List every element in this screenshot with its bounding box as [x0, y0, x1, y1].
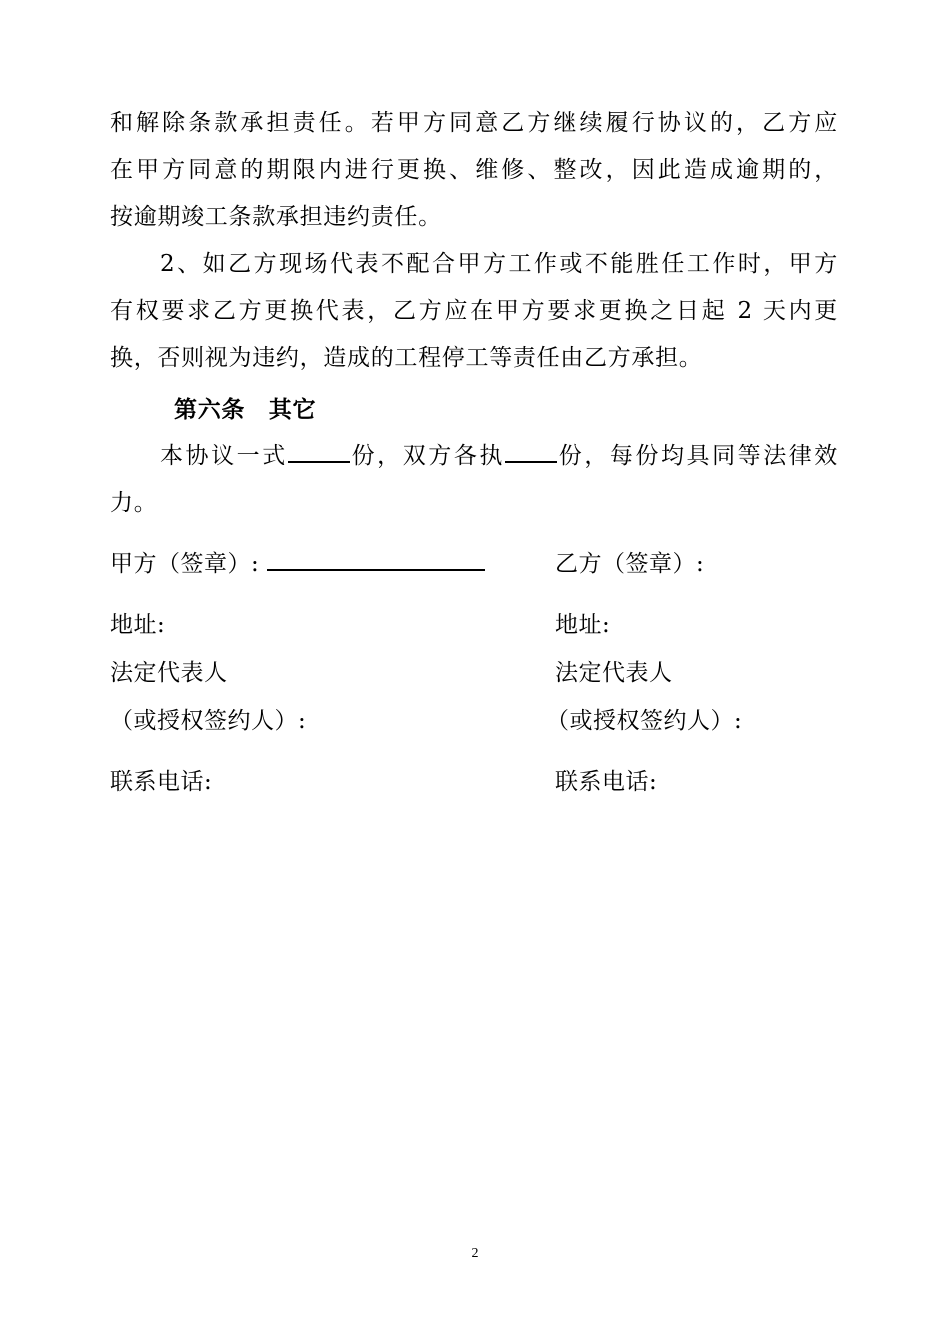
copies-text: 份，双方各执 [349, 443, 505, 469]
document-body [110, 100, 838, 527]
paragraph-line: 换，否则视为违约，造成的工程停工等责任由乙方承担。 [110, 345, 703, 371]
party-b-authorized-signer: （或授权签约人）: [546, 708, 743, 734]
article-heading: 第六条 其它 [174, 396, 317, 423]
paragraph-line: 按逾期竣工条款承担违约责任。 [110, 204, 442, 230]
paragraph-line: 和解除条款承担责任。若甲方同意乙方继续履行协议的，乙方应 [110, 110, 838, 136]
party-a-authorized-signer: （或授权签约人）: [110, 708, 307, 734]
signer-row [110, 697, 850, 745]
party-a-seal [110, 540, 485, 588]
signature-row [110, 540, 850, 588]
party-b-address: 地址: [555, 612, 611, 638]
signature-block [110, 540, 850, 806]
paragraph-line: 2、如乙方现场代表不配合甲方工作或不能胜任工作时，甲方 [160, 251, 838, 277]
copies-text: 份，每份均具同等法律效 [556, 443, 839, 469]
paragraph-line: 在甲方同意的期限内进行更换、维修、整改，因此造成逾期的， [110, 157, 838, 183]
paragraph-line: 力。 [110, 490, 158, 516]
copies-clause [110, 433, 838, 480]
party-b-phone: 联系电话: [555, 769, 658, 795]
copies-each-blank[interactable] [505, 439, 557, 463]
representative-row [110, 649, 850, 697]
party-a-signature-line[interactable] [267, 544, 485, 571]
phone-row [110, 758, 850, 806]
party-b-label: 乙方（签章）: [555, 551, 705, 577]
paragraph-line: 有权要求乙方更换代表，乙方应在甲方要求更换之日起 2 天内更 [110, 298, 838, 324]
address-row [110, 601, 850, 649]
party-a-representative: 法定代表人 [110, 660, 228, 686]
copies-text: 本协议一式 [160, 443, 288, 469]
party-a-phone: 联系电话: [110, 769, 213, 795]
page-number: 2 [471, 1246, 479, 1261]
copies-total-blank[interactable] [288, 439, 350, 463]
party-b-representative: 法定代表人 [555, 660, 673, 686]
party-a-label: 甲方（签章）: [110, 551, 260, 577]
party-a-address: 地址: [110, 612, 166, 638]
